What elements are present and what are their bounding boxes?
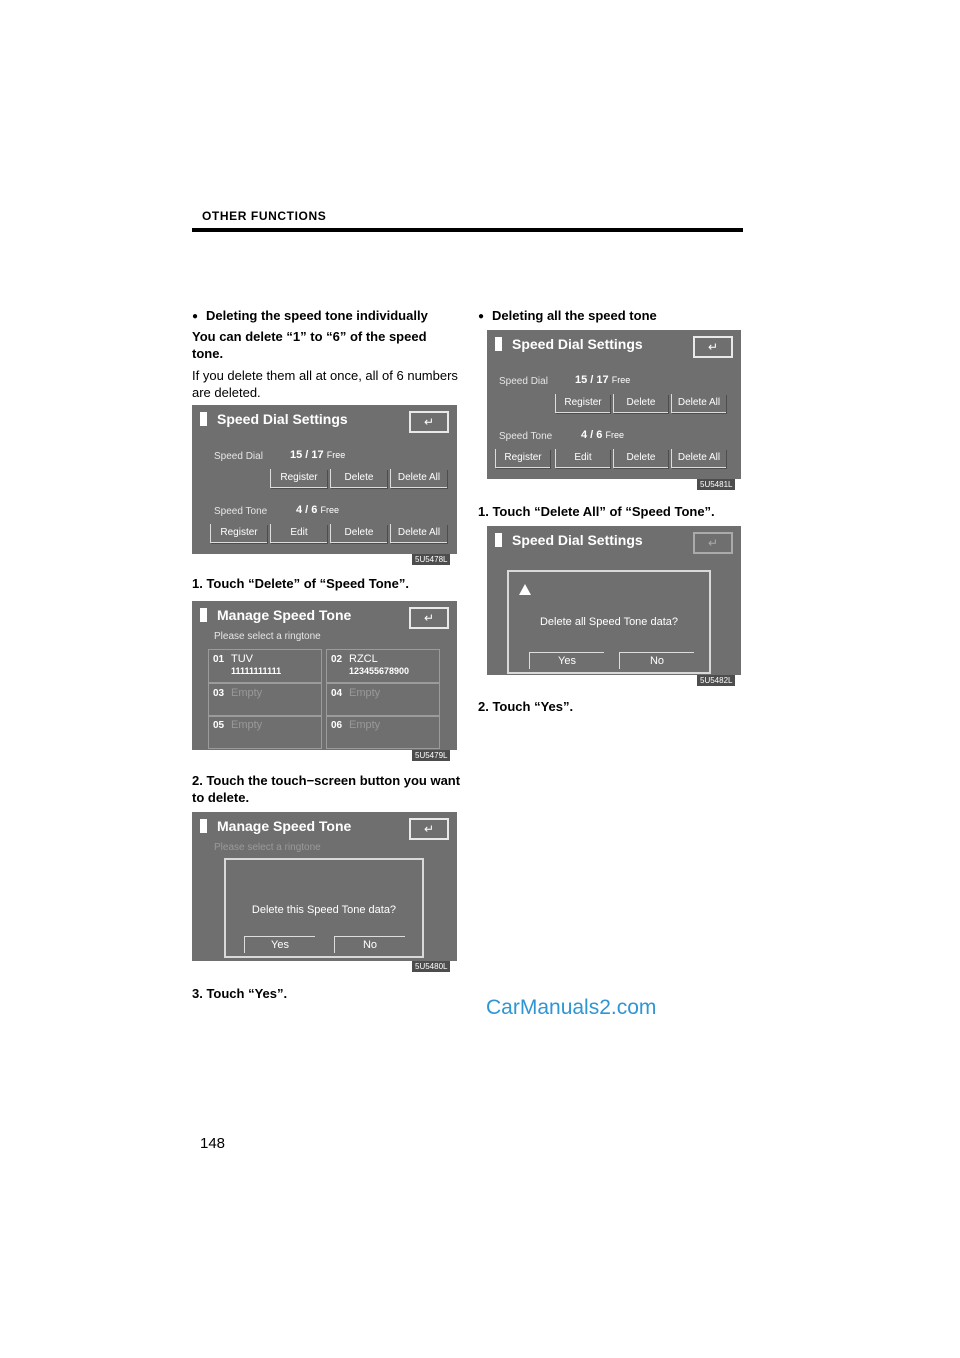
image-code: 5U5480L: [412, 961, 450, 972]
left-intro: You can delete “1” to “6” of the speed tone.: [192, 329, 427, 361]
section-header: OTHER FUNCTIONS: [202, 209, 327, 223]
screen-title: Manage Speed Tone: [200, 607, 351, 623]
dialog-message: Delete this Speed Tone data?: [251, 904, 397, 916]
ringtone-cell-03[interactable]: 03 Empty: [208, 683, 322, 717]
delete-all-confirm-screen: [487, 526, 741, 675]
yes-button[interactable]: Yes: [529, 652, 604, 669]
manage-subtitle: Please select a ringtone: [214, 842, 321, 853]
back-button[interactable]: ↵: [409, 607, 449, 629]
image-code: 5U5481L: [697, 479, 735, 490]
speed-tone-count: 4 / 6 Free: [296, 504, 339, 516]
ringtone-cell-01[interactable]: 01 TUV 11111111111: [208, 649, 322, 683]
speed-dial-delete-button[interactable]: Delete: [330, 469, 387, 488]
speed-dial-settings-screen: [192, 405, 457, 554]
screen-title: Speed Dial Settings: [200, 411, 348, 427]
speed-dial-count: 15 / 17 Free: [290, 449, 346, 461]
back-button[interactable]: ↵: [409, 411, 449, 433]
page-number: 148: [200, 1135, 226, 1152]
speed-tone-register-button[interactable]: Register: [495, 449, 550, 468]
yes-button[interactable]: Yes: [244, 936, 315, 953]
image-code: 5U5478L: [412, 554, 450, 565]
back-button[interactable]: ↵: [693, 336, 733, 358]
confirm-dialog: [224, 858, 424, 958]
screen-title: Manage Speed Tone: [200, 818, 351, 834]
image-code: 5U5479L: [412, 750, 450, 761]
confirm-dialog: [507, 570, 711, 674]
speed-dial-delete-button[interactable]: Delete: [613, 394, 668, 413]
speed-dial-settings-screen-2: [487, 330, 741, 479]
ringtone-cell-06[interactable]: 06 Empty: [326, 715, 440, 749]
left-note: If you delete them all at once, all of 6 numbers are deleted.: [192, 368, 458, 400]
ringtone-cell-05[interactable]: 05 Empty: [208, 715, 322, 749]
speed-dial-register-button[interactable]: Register: [555, 394, 610, 413]
speed-tone-label: Speed Tone: [214, 506, 268, 517]
delete-confirm-screen: [192, 812, 457, 961]
speed-dial-delete-all-button[interactable]: Delete All: [390, 469, 447, 488]
phone-icon: [495, 337, 502, 351]
back-button[interactable]: ↵: [409, 818, 449, 840]
left-step-2: 2. Touch the touch−screen button you want to delete.: [192, 773, 461, 805]
speed-tone-register-button[interactable]: Register: [210, 524, 267, 543]
no-button[interactable]: No: [619, 652, 694, 669]
screen-title: Speed Dial Settings: [495, 532, 643, 548]
screen-title: Speed Dial Settings: [495, 336, 643, 352]
speed-dial-register-button[interactable]: Register: [270, 469, 327, 488]
no-button[interactable]: No: [334, 936, 405, 953]
phone-icon: [495, 533, 502, 547]
back-button[interactable]: ↵: [693, 532, 733, 554]
speed-dial-label: Speed Dial: [214, 451, 263, 462]
left-step-1: 1. Touch “Delete” of “Speed Tone”.: [192, 576, 409, 591]
phone-icon: [200, 412, 207, 426]
right-step-2: 2. Touch “Yes”.: [478, 699, 574, 714]
dialog-message: Delete all Speed Tone data?: [539, 616, 678, 628]
speed-dial-count: 15 / 17 Free: [575, 374, 631, 386]
speed-tone-delete-all-button[interactable]: Delete All: [671, 449, 726, 468]
speed-dial-delete-all-button[interactable]: Delete All: [671, 394, 726, 413]
watermark: CarManuals2.com: [486, 996, 657, 1019]
warning-icon: [519, 584, 531, 595]
phone-icon: [200, 819, 207, 833]
speed-tone-label: Speed Tone: [499, 431, 553, 442]
left-heading: ● Deleting the speed tone individually: [192, 307, 462, 326]
speed-tone-delete-button[interactable]: Delete: [330, 524, 387, 543]
left-step-3: 3. Touch “Yes”.: [192, 986, 288, 1001]
header-rule: [192, 228, 743, 232]
speed-tone-count: 4 / 6 Free: [581, 429, 624, 441]
ringtone-cell-02[interactable]: 02 RZCL 123455678900: [326, 649, 440, 683]
speed-tone-delete-all-button[interactable]: Delete All: [390, 524, 447, 543]
image-code: 5U5482L: [697, 675, 735, 686]
manage-speed-tone-screen: [192, 601, 457, 750]
speed-tone-delete-button[interactable]: Delete: [613, 449, 668, 468]
right-step-1: 1. Touch “Delete All” of “Speed Tone”.: [478, 504, 715, 519]
speed-tone-edit-button[interactable]: Edit: [270, 524, 327, 543]
ringtone-cell-04[interactable]: 04 Empty: [326, 683, 440, 717]
speed-tone-edit-button[interactable]: Edit: [555, 449, 610, 468]
phone-icon: [200, 608, 207, 622]
manage-subtitle: Please select a ringtone: [214, 631, 321, 642]
speed-dial-label: Speed Dial: [499, 376, 548, 387]
right-heading: ● Deleting all the speed tone: [478, 307, 748, 326]
